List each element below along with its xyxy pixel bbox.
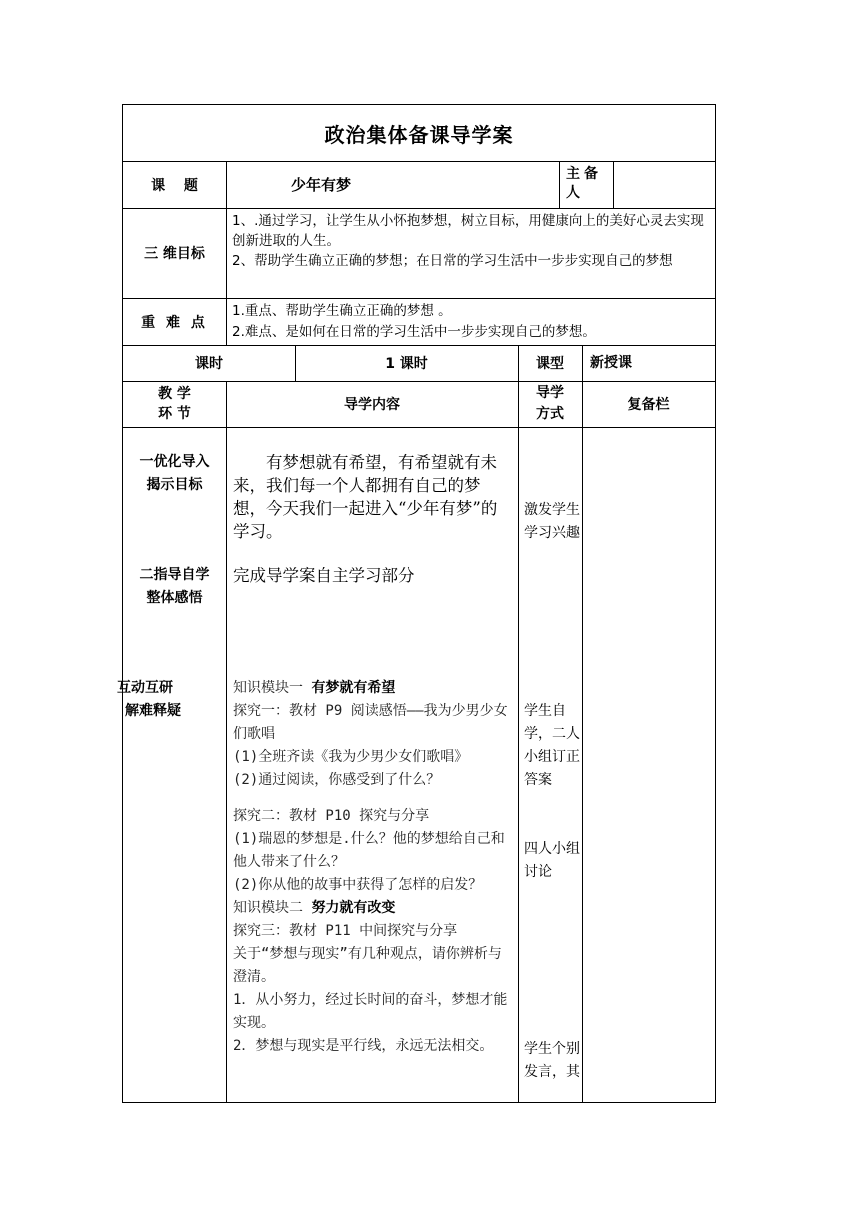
stage-line: 二指导自学 xyxy=(139,567,210,583)
question: (2)你从他的故事中获得了怎样的启发？ xyxy=(233,877,483,893)
question: (2)通过阅读，你感受到了什么？ xyxy=(233,772,441,788)
goal-item: 1、.通过学习，让学生从小怀抱梦想，树立目标，用健康向上的美好心灵去实现创新进取的人生。 xyxy=(232,213,704,249)
question: (1)瑞恩的梦想是.什么？他的梦想给自己和他人带来了什么？ xyxy=(233,831,505,870)
key-points-text xyxy=(232,301,712,343)
module-title: 有梦就有希望 xyxy=(311,680,396,696)
col-header-content: 导学内容 xyxy=(344,397,400,413)
col-header-stage: 教 学 环 节 xyxy=(158,386,191,422)
rule xyxy=(226,381,227,1102)
lesson-type-label: 课型 xyxy=(536,356,564,372)
hours-label: 课时 xyxy=(195,356,223,372)
stage-line: 解难释疑 xyxy=(125,703,181,719)
topic-label: 课 题 xyxy=(151,177,198,194)
presenter-value xyxy=(613,161,715,208)
review-column[interactable] xyxy=(582,427,715,1102)
hours-value: 1 课时 xyxy=(385,356,428,372)
question: (1)全班齐读《我为少男少女们歌唱》 xyxy=(233,749,469,765)
presenter-label: 主备人 xyxy=(566,166,602,201)
stage-line: 整体感悟 xyxy=(146,590,203,606)
view-item: 1．从小努力，经过长时间的奋斗，梦想才能实现。 xyxy=(233,992,508,1031)
module-prefix: 知识模块一 xyxy=(233,680,303,696)
explore-heading: 探究二：教材 P10 探究与分享 xyxy=(233,808,430,824)
method-3: 四人小组讨论 xyxy=(524,841,580,880)
module-prefix: 知识模块二 xyxy=(233,900,303,916)
stage-2 xyxy=(123,564,226,610)
page-title: 政治集体备课导学案 xyxy=(324,122,514,147)
explore-heading: 探究一：教材 P9 阅读感悟——我为少男少女们歌唱 xyxy=(233,703,508,742)
method-4: 学生个别 发言，其 xyxy=(524,1041,580,1080)
view-item: 2．梦想与现实是平行线，永远无法相交。 xyxy=(233,1038,494,1054)
goal-item: 2、帮助学生确立正确的梦想；在日常的学习生活中一步步实现自己的梦想 xyxy=(232,253,673,269)
stage-line: 互动互研 xyxy=(117,680,173,696)
stage-3 xyxy=(117,677,226,723)
module-heading xyxy=(233,897,513,920)
goals-text xyxy=(232,211,712,297)
module-title: 努力就有改变 xyxy=(311,900,396,916)
key-point-item: 2.难点、是如何在日常的学习生活中一步步实现自己的梦想。 xyxy=(232,324,596,340)
rule xyxy=(226,298,227,345)
stage-1 xyxy=(123,451,226,497)
rule xyxy=(559,161,560,208)
stage-line: 一优化导入 xyxy=(139,454,210,470)
method-2: 学生自学，二人小组订正答案 xyxy=(524,703,580,788)
method-1: 激发学生学习兴趣 xyxy=(524,502,580,541)
key-point-item: 1.重点、帮助学生确立正确的梦想 。 xyxy=(232,303,452,319)
intro-paragraph: 有梦想就有希望，有希望就有未来，我们每一个人都拥有自己的梦想，今天我们一起进入“少年有梦”的学习。 xyxy=(233,453,498,541)
lesson-type-value: 新授课 xyxy=(590,355,632,371)
self-study-text: 完成导学案自主学习部分 xyxy=(233,566,415,585)
module-1 xyxy=(233,677,513,1058)
module-heading xyxy=(233,677,513,700)
key-points-label: 重 难 点 xyxy=(141,314,208,331)
col-header-method: 导学 方式 xyxy=(536,385,564,422)
goals-label: 三 维目标 xyxy=(144,246,205,262)
lesson-plan-table xyxy=(117,104,716,1103)
stage-line: 揭示目标 xyxy=(146,477,203,493)
explore-heading: 探究三：教材 P11 中间探究与分享 xyxy=(233,923,458,939)
rule xyxy=(518,381,519,1102)
rule xyxy=(582,345,583,381)
col-header-review: 复备栏 xyxy=(627,397,670,413)
topic-value: 少年有梦 xyxy=(290,176,351,194)
explore-desc: 关于“梦想与现实”有几种观点，请你辨析与澄清。 xyxy=(233,946,502,985)
